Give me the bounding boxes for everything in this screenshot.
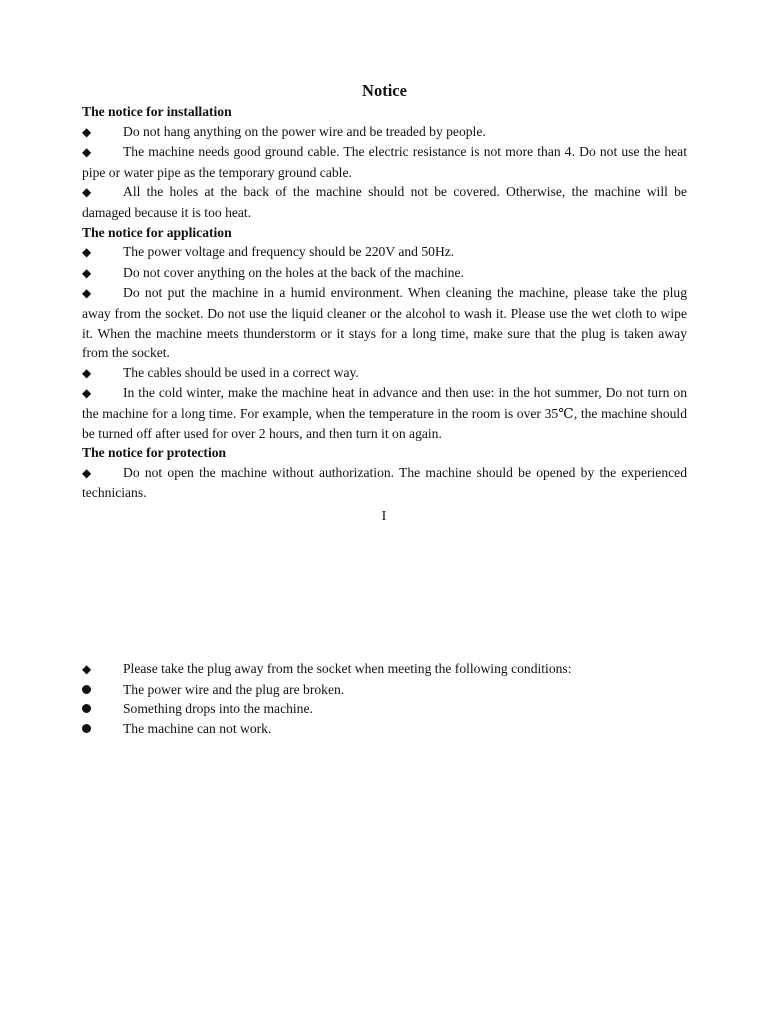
section-heading-application: The notice for application <box>82 224 232 240</box>
list-item-text: Do not cover anything on the holes at the back of the machine. <box>123 264 464 280</box>
list-item <box>82 699 687 719</box>
diamond-bullet-icon: ◆ <box>82 365 92 380</box>
conditions-intro: Please take the plug away from the socket when meeting the following conditions: <box>123 661 572 676</box>
circle-bullet-icon <box>82 685 91 694</box>
list-item-text: All the holes at the back of the machine should not be covered. Otherwise, the machine will be damaged because it is too heat. <box>82 184 687 220</box>
list-item <box>82 680 687 700</box>
list-item <box>82 659 687 680</box>
list-item <box>82 182 687 222</box>
list-item-text: The machine needs good ground cable. The electric resistance is not more than 4. Do not use the heat pipe or water pipe as the temporary ground cable. <box>82 144 687 180</box>
list-item <box>82 142 687 182</box>
circle-bullet-icon <box>82 724 91 733</box>
list-item-text: Do not open the machine without authorization. The machine should be opened by the experienced technicians. <box>82 464 687 501</box>
diamond-bullet-icon: ◆ <box>82 245 92 260</box>
page-number: I <box>381 509 387 524</box>
list-item <box>82 363 687 384</box>
diamond-bullet-icon: ◆ <box>82 124 92 139</box>
diamond-bullet-icon: ◆ <box>82 662 92 676</box>
list-item-text: The power voltage and frequency should be 220V and 50Hz. <box>123 244 455 260</box>
diamond-bullet-icon: ◆ <box>82 185 92 200</box>
list-item-text: The power wire and the plug are broken. <box>123 681 345 697</box>
list-item <box>82 463 687 503</box>
diamond-bullet-icon: ◆ <box>82 265 92 280</box>
list-item <box>82 719 687 739</box>
section-heading-protection: The notice for protection <box>82 445 227 461</box>
page-title: Notice <box>362 81 407 100</box>
list-item <box>82 242 687 263</box>
list-item <box>82 383 687 443</box>
list-item-text: In the cold winter, make the machine heat in advance and then use: in the hot summer, Do not turn on the machine for a long time. For example, when the temperature in the room is over 35℃, the machine should be turned off after used for over 2 hours, and then turn it on again. <box>82 385 687 441</box>
list-item <box>82 122 687 143</box>
section-heading-installation: The notice for installation <box>82 104 232 119</box>
notice-page-body <box>82 80 687 503</box>
circle-bullet-icon <box>82 704 91 713</box>
list-item <box>82 283 687 362</box>
list-item-text: Something drops into the machine. <box>123 701 313 717</box>
list-item <box>82 263 687 284</box>
list-item-text: The cables should be used in a correct way. <box>123 364 359 380</box>
diamond-bullet-icon: ◆ <box>82 386 92 401</box>
diamond-bullet-icon: ◆ <box>82 286 92 301</box>
list-item-text: The machine can not work. <box>123 720 272 736</box>
list-item-text: Do not hang anything on the power wire and be treaded by people. <box>123 123 486 139</box>
diamond-bullet-icon: ◆ <box>82 465 92 480</box>
conditions-list <box>82 659 687 738</box>
list-item-text: Do not put the machine in a humid environment. When cleaning the machine, please take the plug away from the socket. Do not use the liquid cleaner or the alcohol to wash it. Please use the wet cloth to wipe it. When the machine meets thunderstorm or it stays for a long time, make sure that the plug is taken away from the socket. <box>82 285 687 361</box>
diamond-bullet-icon: ◆ <box>82 145 92 160</box>
